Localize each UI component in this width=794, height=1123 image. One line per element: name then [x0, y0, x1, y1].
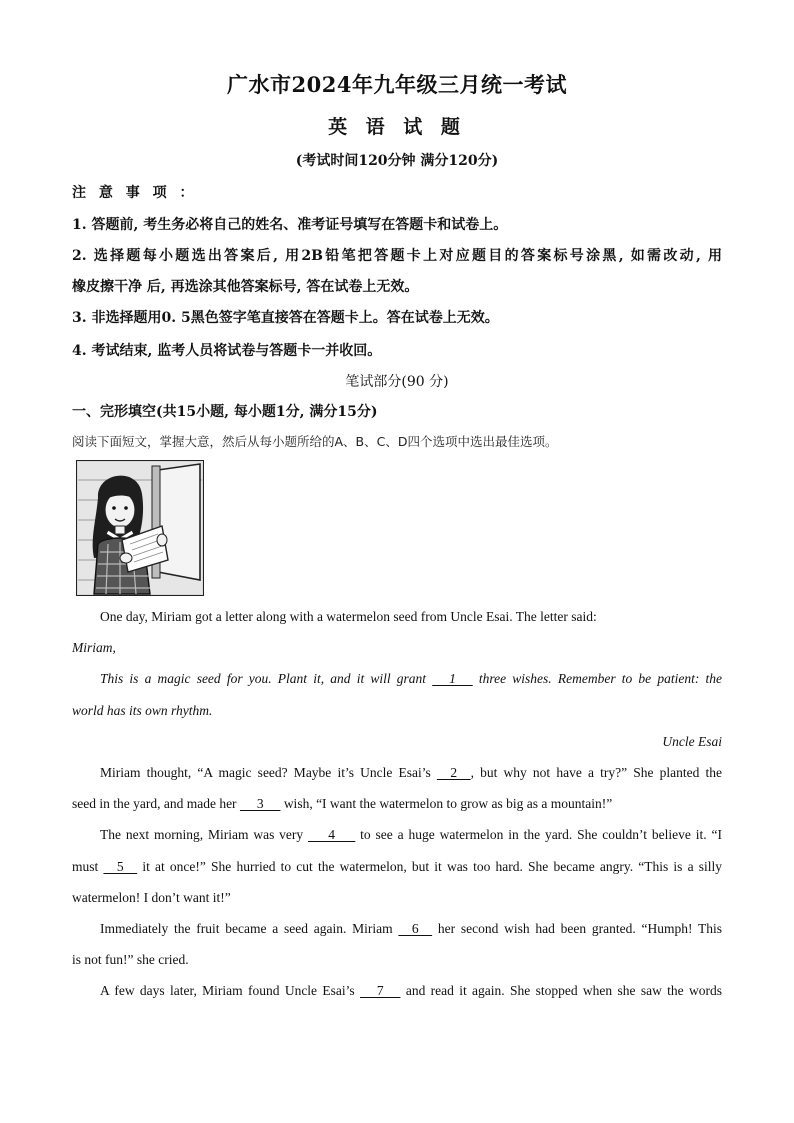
blank-7: 7: [359, 983, 401, 998]
blank-2: 2: [436, 765, 471, 780]
blank-1: 1: [432, 671, 473, 686]
notice-item-4: 4. 考试结束, 监考人员将试卷与答题卡一并收回。: [72, 343, 382, 359]
blank-5: 5: [103, 859, 138, 874]
girl-reading-letter-illustration: [76, 460, 204, 596]
passage-line-6: watermelon! I don’t want it!”: [72, 890, 231, 905]
blank-3: 3: [239, 796, 281, 811]
notice-item-2-continued: 橡皮擦干净 后, 再选涂其他答案标号, 答在试卷上无效。: [72, 279, 419, 295]
section-title: 一、完形填空(共15小题, 每小题1分, 满分15分): [72, 404, 378, 420]
blank-4: 4: [308, 827, 356, 842]
passage-line-5: must 5 it at once!” She hurried to cut the watermelon, but it was too hard. She became angry. “This is a silly: [72, 859, 722, 874]
passage-line-8: is not fun!” she cried.: [72, 952, 189, 967]
passage-line-7: Immediately the fruit became a seed again. Miriam 6 her second wish had been granted. “Humph! This: [100, 921, 722, 936]
exam-info: (考试时间120分钟 满分120分): [295, 153, 499, 169]
part-title: 笔试部分(90 分): [345, 374, 449, 390]
passage-line-1: One day, Miriam got a letter along with a watermelon seed from Uncle Esai. The letter said:: [100, 609, 597, 624]
section-instruction: 阅读下面短文，掌握大意，然后从每小题所给的A、B、C、D四个选项中选出最佳选项。: [72, 434, 558, 449]
notice-heading: 注 意 事 项 ：: [72, 185, 198, 201]
passage-line-4: The next morning, Miriam was very 4 to see a huge watermelon in the yard. She couldn’t believe it. “I: [100, 827, 722, 842]
letter-line-2: world has its own rhythm.: [72, 703, 213, 718]
notice-item-3: 3. 非选择题用0. 5黑色签字笔直接答在答题卡上。答在试卷上无效。: [72, 310, 499, 326]
notice-item-1: 1. 答题前, 考生务必将自己的姓名、准考证号填写在答题卡和试卷上。: [72, 217, 508, 233]
passage-line-9: A few days later, Miriam found Uncle Esai’s 7 and read it again. She stopped when she saw the words: [100, 983, 722, 998]
passage-line-2: Miriam thought, “A magic seed? Maybe it’s Uncle Esai’s 2 , but why not have a try?” She planted the: [100, 765, 722, 780]
passage-line-3: seed in the yard, and made her 3 wish, “I want the watermelon to grow as big as a mountain!”: [72, 796, 613, 811]
blank-6: 6: [398, 921, 433, 936]
notice-item-2: 2. 选择题每小题选出答案后, 用2B铅笔把答题卡上对应题目的答案标号涂黑, 如需改动, 用: [72, 248, 722, 264]
exam-title: 广水市2024年九年级三月统一考试: [227, 72, 567, 97]
subject-title: 英 语 试 题: [328, 116, 466, 138]
letter-signature: Uncle Esai: [662, 734, 722, 749]
letter-line-1: This is a magic seed for you. Plant it, and it will grant 1 three wishes. Remember to be patient: the: [100, 671, 722, 686]
letter-salutation: Miriam,: [72, 640, 116, 655]
